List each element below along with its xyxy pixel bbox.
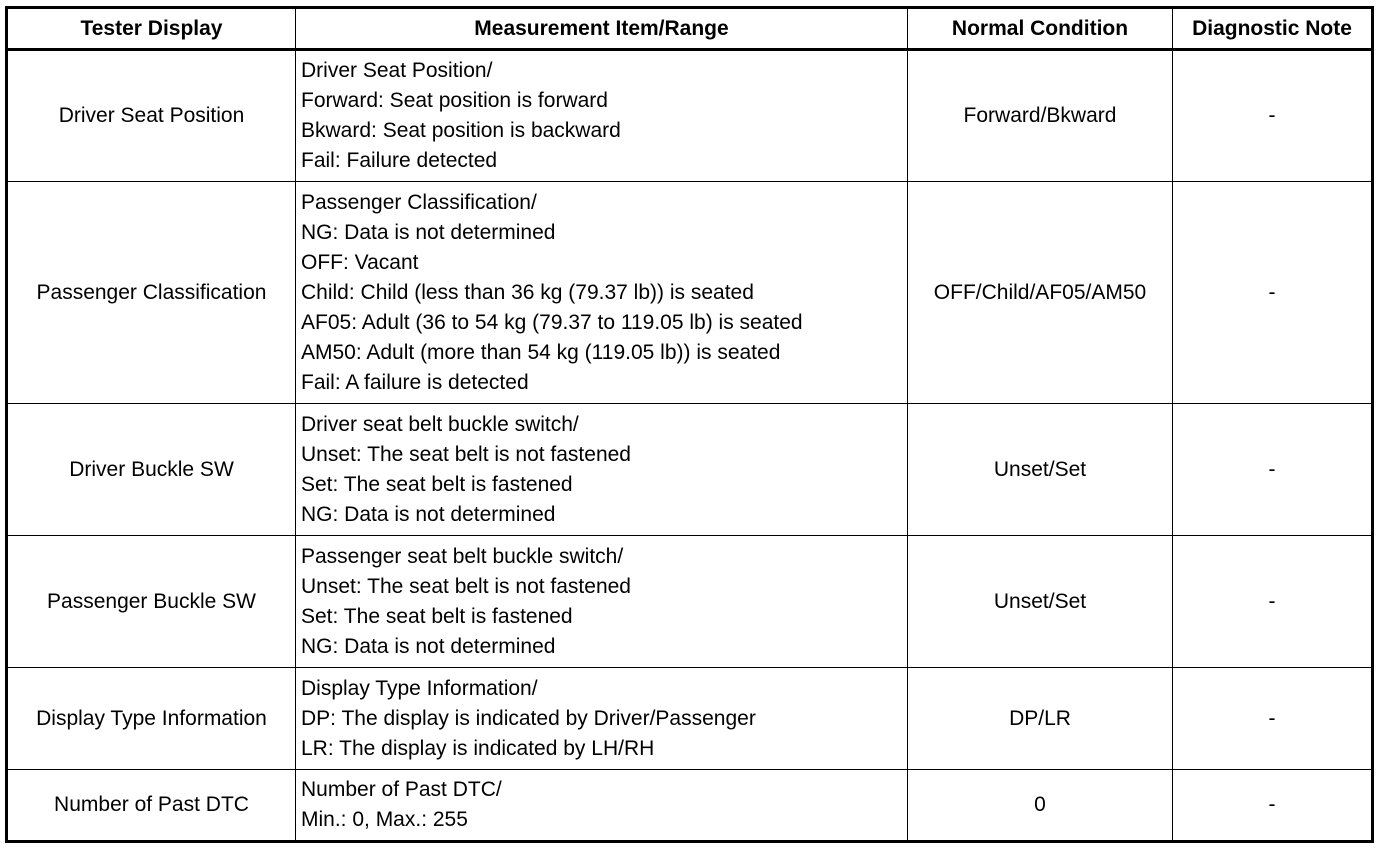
table-row <box>7 404 1373 536</box>
range-line: Child: Child (less than 36 kg (79.37 lb)) is seated <box>301 280 754 304</box>
measurement-range-cell <box>296 668 908 770</box>
range-line: NG: Data is not determined <box>301 634 556 658</box>
table-header <box>7 8 1373 50</box>
range-line: DP: The display is indicated by Driver/Passenger <box>301 706 756 730</box>
normal-condition-cell: Unset/Set <box>908 536 1173 668</box>
range-line: Passenger seat belt buckle switch/ <box>301 544 624 568</box>
table-row <box>7 50 1373 182</box>
range-line: LR: The display is indicated by LH/RH <box>301 736 655 760</box>
range-line: NG: Data is not determined <box>301 220 556 244</box>
range-line: AF05: Adult (36 to 54 kg (79.37 to 119.05 lb) is seated <box>301 310 803 334</box>
data-list-table <box>5 6 1374 843</box>
table-row <box>7 770 1373 842</box>
range-line: Set: The seat belt is fastened <box>301 604 573 628</box>
range-line: OFF: Vacant <box>301 250 419 274</box>
tester-display-cell: Number of Past DTC <box>7 770 296 842</box>
header-row <box>7 8 1373 50</box>
range-line: Unset: The seat belt is not fastened <box>301 442 631 466</box>
normal-condition-cell: DP/LR <box>908 668 1173 770</box>
diagnostic-note-cell: - <box>1173 50 1373 182</box>
diagnostic-note-cell: - <box>1173 404 1373 536</box>
tester-display-cell: Driver Buckle SW <box>7 404 296 536</box>
tester-display-cell: Driver Seat Position <box>7 50 296 182</box>
range-line: Passenger Classification/ <box>301 190 537 214</box>
range-line: Driver Seat Position/ <box>301 59 493 82</box>
normal-condition-cell: 0 <box>908 770 1173 842</box>
range-line: Display Type Information/ <box>301 676 538 700</box>
measurement-range-cell <box>296 536 908 668</box>
range-line: Driver seat belt buckle switch/ <box>301 412 579 436</box>
measurement-range-cell <box>296 404 908 536</box>
range-line: AM50: Adult (more than 54 kg (119.05 lb)) is seated <box>301 340 781 364</box>
header-diagnostic-note: Diagnostic Note <box>1173 8 1373 50</box>
tester-display-cell: Passenger Buckle SW <box>7 536 296 668</box>
header-measurement-item-range: Measurement Item/Range <box>296 8 908 50</box>
measurement-range-cell <box>296 770 908 842</box>
header-normal-condition: Normal Condition <box>908 8 1173 50</box>
range-line: Min.: 0, Max.: 255 <box>301 808 468 831</box>
table-row <box>7 536 1373 668</box>
diagnostic-note-cell: - <box>1173 182 1373 404</box>
normal-condition-cell: Forward/Bkward <box>908 50 1173 182</box>
range-line: Set: The seat belt is fastened <box>301 472 573 496</box>
diagnostic-note-cell: - <box>1173 668 1373 770</box>
table-row <box>7 668 1373 770</box>
range-line: Bkward: Seat position is backward <box>301 119 621 142</box>
header-tester-display: Tester Display <box>7 8 296 50</box>
tester-display-cell: Passenger Classification <box>7 182 296 404</box>
range-line: Fail: Failure detected <box>301 149 498 172</box>
normal-condition-cell: OFF/Child/AF05/AM50 <box>908 182 1173 404</box>
table-row <box>7 182 1373 404</box>
measurement-range-cell <box>296 50 908 182</box>
measurement-range-cell <box>296 182 908 404</box>
normal-condition-cell: Unset/Set <box>908 404 1173 536</box>
diagnostic-note-cell: - <box>1173 770 1373 842</box>
range-line: NG: Data is not determined <box>301 502 556 526</box>
range-line: Number of Past DTC/ <box>301 778 502 801</box>
table-body <box>7 50 1373 842</box>
diagnostic-note-cell: - <box>1173 536 1373 668</box>
range-line: Fail: A failure is detected <box>301 370 529 394</box>
tester-display-cell: Display Type Information <box>7 668 296 770</box>
range-line: Forward: Seat position is forward <box>301 89 608 112</box>
range-line: Unset: The seat belt is not fastened <box>301 574 631 598</box>
